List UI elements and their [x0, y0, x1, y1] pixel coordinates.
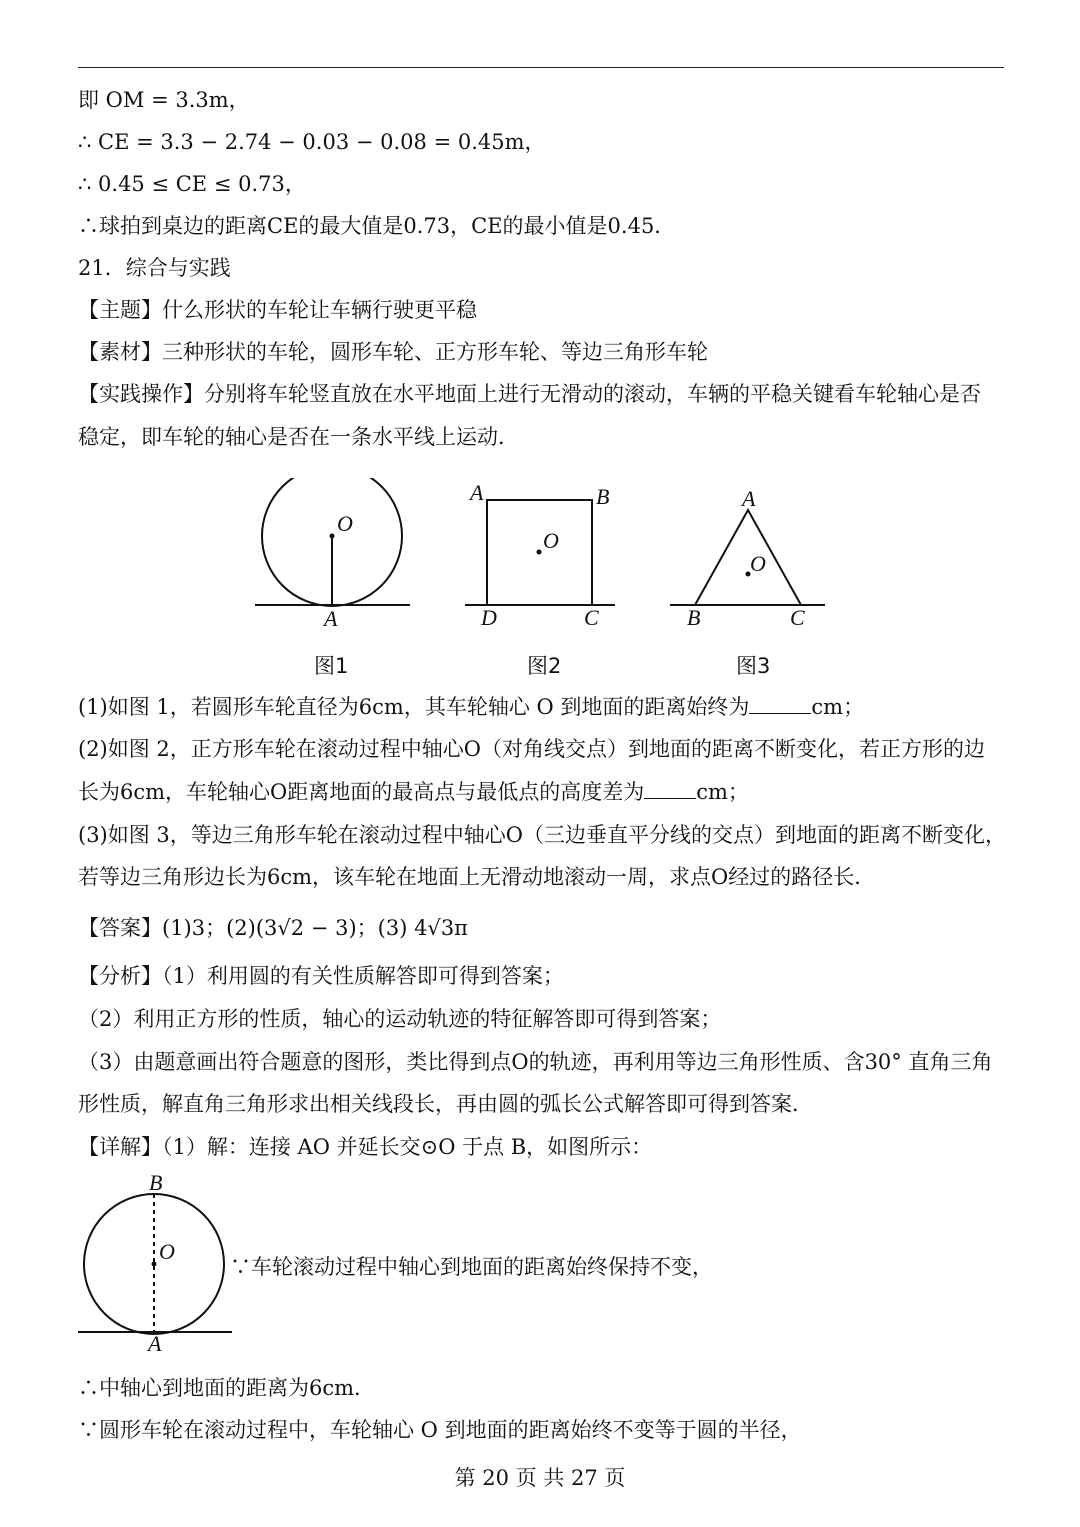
topic-line: 【主题】什么形状的车轮让车辆行驶更平稳: [78, 298, 477, 322]
page-footer: 第 20 页 共 27 页: [454, 1466, 626, 1490]
label-O: O: [159, 1239, 175, 1264]
text-line: ∴球拍到桌边的距离CE的最大值是0.73，CE的最小值是0.45．: [78, 214, 676, 238]
detail-3: ∴中轴心到地面的距离为6cm．: [78, 1376, 376, 1400]
label-C: C: [584, 605, 599, 630]
question-1: (1)如图 1，若圆形车轮直径为6cm，其车轮轴心 O 到地面的距离始终为 cm；: [78, 695, 865, 719]
analysis-3: （3）由题意画出符合题意的图形，类比得到点O的轨迹，再利用等边三角形性质、含30° 直角三角: [78, 1050, 993, 1074]
question-2-cont: 长为6cm，车轮轴心O距离地面的最高点与最低点的高度差为 cm；: [78, 780, 749, 804]
label-O: O: [750, 551, 766, 576]
wheel-figures: [240, 478, 840, 658]
text-line: 即 OM = 3.3m，: [78, 88, 250, 112]
figure-3-triangle: [670, 486, 825, 630]
figure-1-circle: [255, 478, 410, 631]
text-line: ∴ CE = 3.3 − 2.74 − 0.03 − 0.08 = 0.45m，: [78, 130, 546, 154]
label-O: O: [337, 511, 353, 536]
answer-line: 【答案】(1)3；(2)(3√2 − 3)；(3) 4√3π: [78, 916, 468, 940]
question-3-cont: 若等边三角形边长为6cm，该车轮在地面上无滑动地滚动一周，求点O经过的路径长．: [78, 865, 876, 889]
text-line: ∴ 0.45 ≤ CE ≤ 0.73，: [78, 172, 306, 196]
question-2: (2)如图 2，正方形车轮在滚动过程中轴心O（对角线交点）到地面的距离不断变化，若正方形的边: [78, 737, 985, 761]
header-rule: [78, 67, 1004, 68]
label-A: A: [324, 606, 338, 631]
caption-fig1: 图1: [314, 654, 349, 678]
detail-4: ∵圆形车轮在滚动过程中，车轮轴心 O 到地面的距离始终不变等于圆的半径，: [78, 1418, 802, 1442]
detail-circle-figure: [70, 1170, 240, 1355]
label-B: B: [687, 605, 701, 630]
detail-1: 【详解】（1）解：连接 AO 并延长交⊙O 于点 B，如图所示：: [78, 1135, 653, 1159]
label-D: D: [481, 605, 497, 630]
material-line: 【素材】三种形状的车轮，圆形车轮、正方形车轮、等边三角形车轮: [78, 340, 708, 364]
analysis-2: （2）利用正方形的性质，轴心的运动轨迹的特征解答即可得到答案；: [78, 1007, 722, 1031]
practice-line: 【实践操作】分别将车轮竖直放在水平地面上进行无滑动的滚动，车辆的平稳关键看车轮轴心是否: [78, 382, 981, 406]
answer-blank: [644, 780, 696, 799]
question-3: (3)如图 3，等边三角形车轮在滚动过程中轴心O（三边垂直平分线的交点）到地面的距离不断变化，: [78, 823, 1006, 847]
practice-line-cont: 稳定，即车轮的轴心是否在一条水平线上运动．: [78, 425, 519, 449]
label-B: B: [149, 1170, 163, 1195]
label-A: A: [742, 486, 756, 511]
detail-2: ∵车轮滚动过程中轴心到地面的距离始终保持不变，: [230, 1255, 713, 1279]
caption-fig2: 图2: [527, 654, 562, 678]
caption-fig3: 图3: [736, 654, 771, 678]
question-heading: 21．综合与实践: [78, 256, 231, 280]
figure-2-square: [465, 480, 615, 630]
answer-blank: [749, 695, 811, 714]
label-A: A: [470, 480, 484, 505]
label-O: O: [543, 528, 559, 553]
label-B: B: [596, 484, 610, 509]
analysis-4: 形性质，解直角三角形求出相关线段长，再由圆的弧长公式解答即可得到答案．: [78, 1092, 813, 1116]
analysis-1: 【分析】（1）利用圆的有关性质解答即可得到答案；: [78, 964, 564, 988]
label-A: A: [148, 1331, 162, 1355]
label-C: C: [790, 605, 805, 630]
